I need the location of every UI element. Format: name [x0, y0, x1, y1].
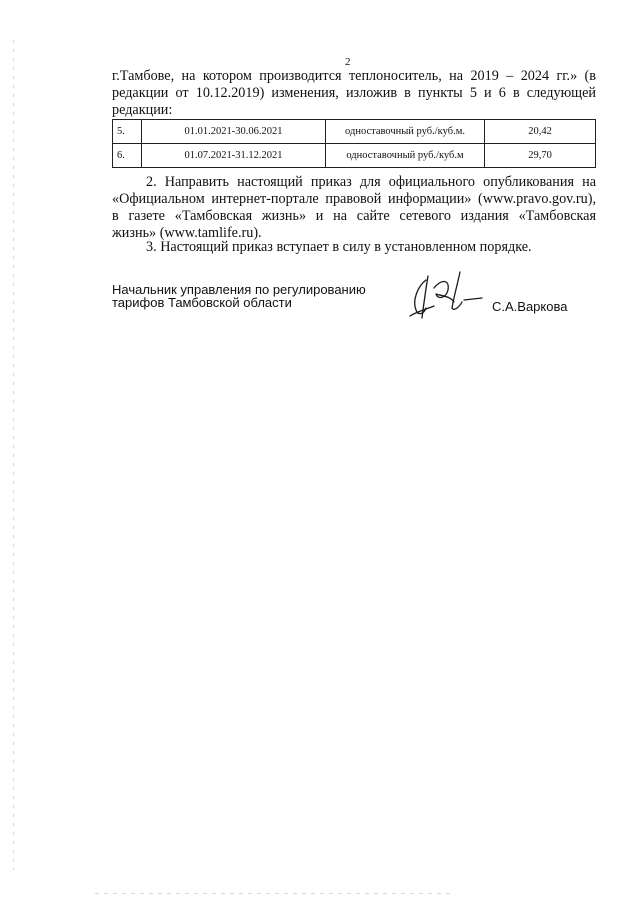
- item-3-paragraph: [112, 239, 596, 256]
- item-2-line: жизнь» (www.tamlife.ru).: [112, 225, 262, 241]
- signer-title-line: Начальник управления по регулированию: [112, 282, 366, 297]
- intro-line: г.Тамбове, на котором производится теплоноситель, на 2019 – 2024 гг.» (в: [112, 68, 596, 84]
- row-period: 01.07.2021-31.12.2021: [142, 144, 326, 168]
- scan-edge-artifact: [13, 40, 14, 870]
- page-number: 2: [345, 56, 351, 68]
- intro-line: редакции:: [112, 102, 173, 118]
- signer-title-line: тарифов Тамбовской области: [112, 295, 292, 310]
- row-period: 01.01.2021-30.06.2021: [142, 120, 326, 144]
- row-number: 6.: [113, 144, 142, 168]
- intro-paragraph: [112, 68, 596, 119]
- item-3-line: 3. Настоящий приказ вступает в силу в установленном порядке.: [146, 239, 532, 255]
- item-2-line: «Официальном интернет-портале правовой информации» (www.pravo.gov.ru),: [112, 191, 596, 207]
- signer-name: С.А.Варкова: [492, 299, 568, 314]
- table-row: [113, 144, 596, 168]
- row-number: 5.: [113, 120, 142, 144]
- signer-title: [112, 283, 412, 309]
- row-value: 20,42: [485, 120, 596, 144]
- table-row: [113, 120, 596, 144]
- intro-line: редакции от 10.12.2019) изменения, изложив в пункты 5 и 6 в следующей: [112, 85, 596, 101]
- row-tariff-type: одноставочный руб./куб.м.: [326, 120, 485, 144]
- item-2-line: в газете «Тамбовская жизнь» и на сайте сетевого издания «Тамбовская: [112, 208, 596, 224]
- row-value: 29,70: [485, 144, 596, 168]
- tariff-table: [112, 119, 596, 168]
- handwritten-signature: [404, 266, 484, 326]
- item-2-paragraph: [112, 174, 596, 242]
- scan-edge-artifact-bottom: [95, 893, 455, 894]
- item-2-line: 2. Направить настоящий приказ для официального опубликования на: [146, 174, 596, 190]
- row-tariff-type: одноставочный руб./куб.м: [326, 144, 485, 168]
